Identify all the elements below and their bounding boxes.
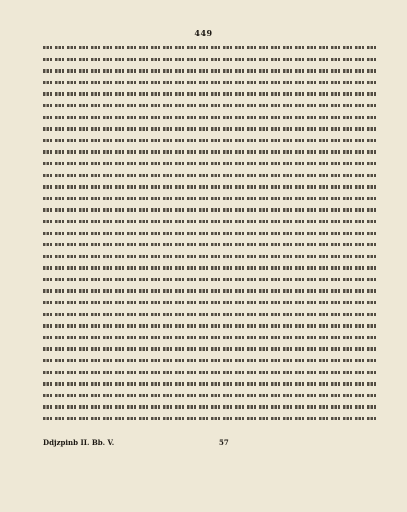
text-line xyxy=(43,320,379,332)
signature-number: 57 xyxy=(219,438,229,447)
text-line xyxy=(43,355,379,367)
text-line xyxy=(43,367,379,379)
text-line xyxy=(43,251,379,263)
text-line xyxy=(43,332,379,344)
text-line xyxy=(43,170,379,182)
text-line xyxy=(43,204,379,216)
text-line xyxy=(43,135,379,147)
body-text xyxy=(43,42,379,425)
text-line xyxy=(43,297,379,309)
text-line xyxy=(43,65,379,77)
text-line xyxy=(43,77,379,89)
text-line xyxy=(43,285,379,297)
page-number: 449 xyxy=(194,28,213,38)
text-line xyxy=(43,181,379,193)
text-line xyxy=(43,42,379,54)
text-line xyxy=(43,123,379,135)
text-line xyxy=(43,401,379,413)
text-line xyxy=(43,274,379,286)
text-line xyxy=(43,88,379,100)
text-line xyxy=(43,158,379,170)
text-line xyxy=(43,378,379,390)
text-line xyxy=(43,54,379,66)
text-line xyxy=(43,390,379,402)
text-line xyxy=(43,262,379,274)
text-line xyxy=(43,100,379,112)
text-line xyxy=(43,112,379,124)
text-line xyxy=(43,228,379,240)
signature-line xyxy=(43,438,379,450)
text-line xyxy=(43,193,379,205)
text-line xyxy=(43,309,379,321)
text-line xyxy=(43,413,379,425)
signature-mark: Ddjzpinb II. Bb. V. xyxy=(43,438,115,447)
text-line xyxy=(43,146,379,158)
text-line xyxy=(43,216,379,228)
text-line xyxy=(43,343,379,355)
text-line xyxy=(43,239,379,251)
